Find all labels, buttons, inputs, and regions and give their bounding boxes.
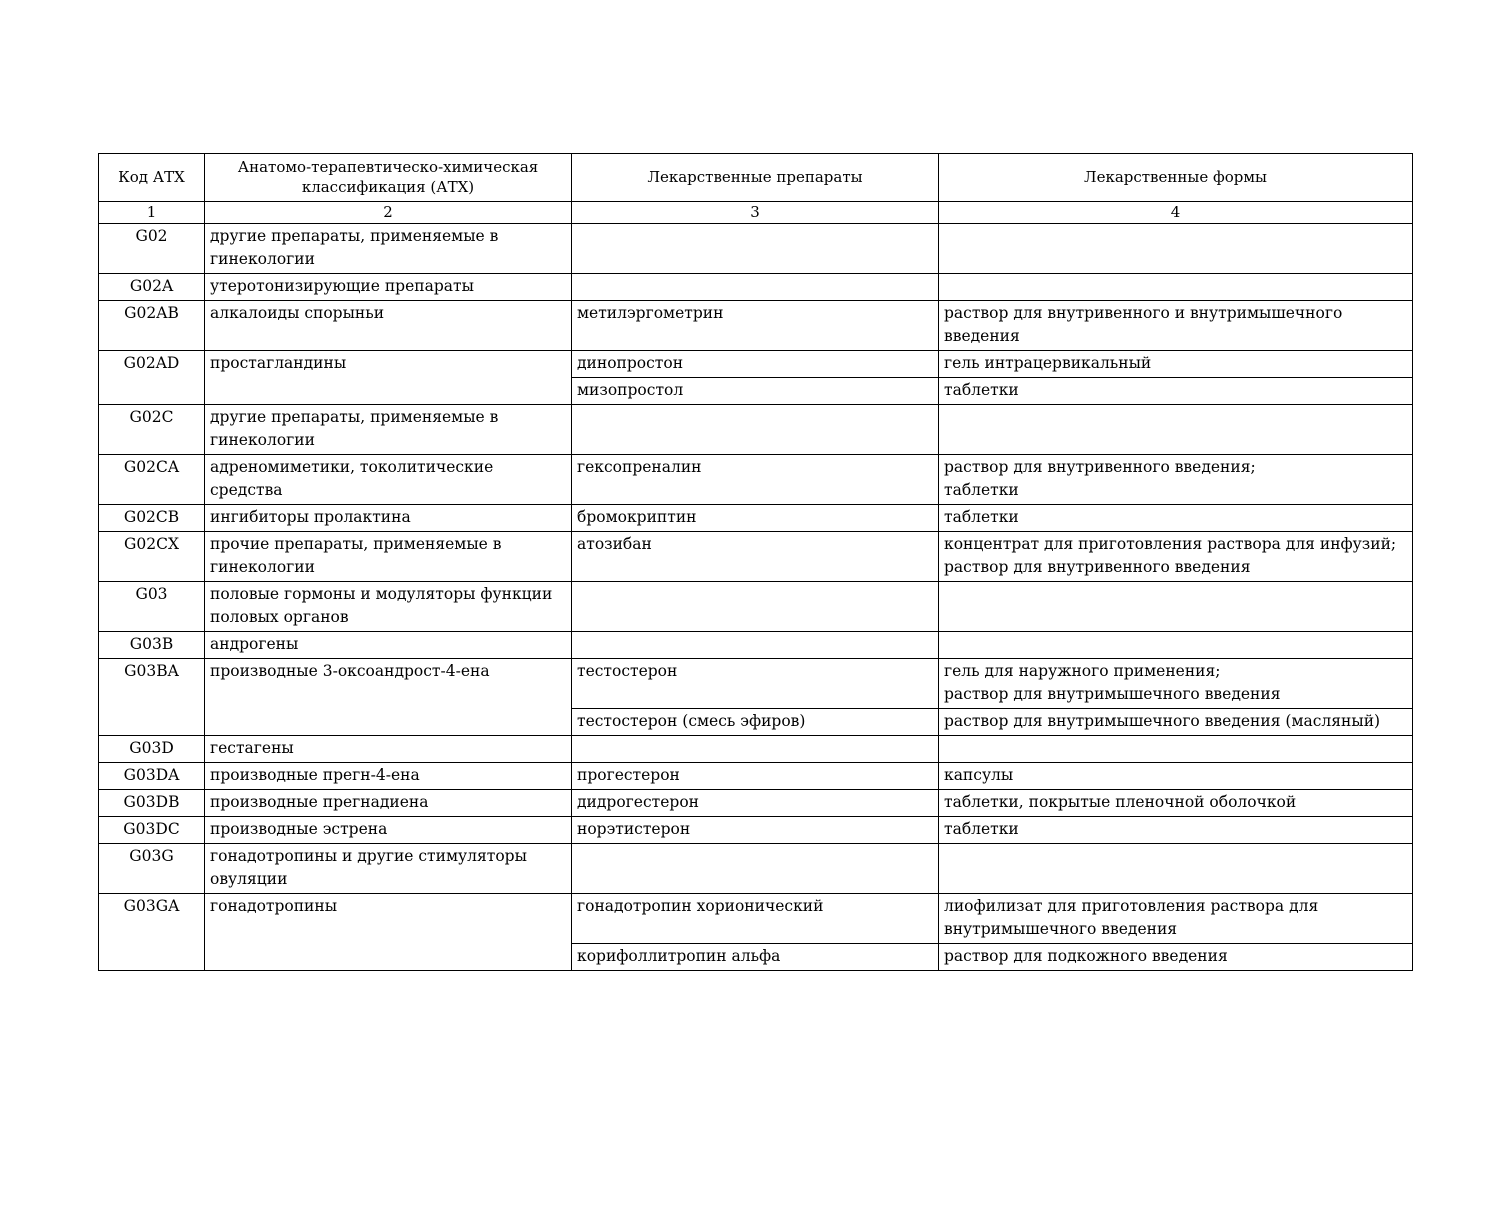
dosage-forms-cell <box>939 505 1413 532</box>
table-row <box>99 274 1413 301</box>
drug-cell: дидрогестерон <box>572 790 939 817</box>
atx-classification-cell: производные эстрена <box>205 817 572 844</box>
table-row <box>99 455 1413 505</box>
drug-cell <box>572 632 939 659</box>
dosage-form: таблетки <box>944 381 1019 399</box>
atx-classification-cell: гонадотропины и другие стимуляторы овуляции <box>205 844 572 894</box>
atx-classification-cell: половые гормоны и модуляторы функции половых органов <box>205 582 572 632</box>
table-row <box>99 505 1413 532</box>
atx-classification-cell: гонадотропины <box>205 894 572 971</box>
drug-cell: тестостерон <box>572 659 939 709</box>
drug-cell <box>572 274 939 301</box>
table-row <box>99 351 1413 378</box>
drug-cell: корифоллитропин альфа <box>572 944 939 971</box>
dosage-form: капсулы <box>944 766 1014 784</box>
atx-code-cell: G02C <box>99 405 205 455</box>
header-row <box>99 154 1413 202</box>
dosage-form: таблетки, покрытые пленочной оболочкой <box>944 793 1297 811</box>
dosage-forms-cell <box>939 301 1413 351</box>
dosage-forms-cell <box>939 632 1413 659</box>
atx-code-cell: G02CB <box>99 505 205 532</box>
table-row <box>99 405 1413 455</box>
atx-code-cell: G02 <box>99 224 205 274</box>
dosage-form: гель для наружного применения; <box>944 662 1221 680</box>
drug-cell <box>572 224 939 274</box>
column-number: 3 <box>572 202 939 224</box>
atx-code-cell: G02CX <box>99 532 205 582</box>
table-row <box>99 301 1413 351</box>
atx-table-body <box>99 154 1413 971</box>
dosage-forms-cell <box>939 582 1413 632</box>
dosage-form: раствор для подкожного введения <box>944 947 1228 965</box>
dosage-forms-cell <box>939 763 1413 790</box>
atx-classification-cell: производные 3-оксоандрост-4-ена <box>205 659 572 736</box>
atx-table <box>98 153 1413 971</box>
atx-classification-cell: ингибиторы пролактина <box>205 505 572 532</box>
table-row <box>99 763 1413 790</box>
atx-code-cell: G02A <box>99 274 205 301</box>
atx-code-cell: G02AD <box>99 351 205 405</box>
atx-code-cell: G03D <box>99 736 205 763</box>
atx-classification-cell: адреномиметики, токолитические средства <box>205 455 572 505</box>
drug-cell <box>572 582 939 632</box>
atx-code-cell: G03 <box>99 582 205 632</box>
dosage-forms-cell <box>939 844 1413 894</box>
drug-cell <box>572 405 939 455</box>
atx-classification-cell: производные прегнадиена <box>205 790 572 817</box>
dosage-forms-cell <box>939 351 1413 378</box>
header-code: Код АТХ <box>99 154 205 202</box>
atx-classification-cell: утеротонизирующие препараты <box>205 274 572 301</box>
atx-code-cell: G03G <box>99 844 205 894</box>
header-classification: Анатомо-терапевтическо-химическая классификация (АТХ) <box>205 154 572 202</box>
atx-classification-cell: гестагены <box>205 736 572 763</box>
column-number-row <box>99 202 1413 224</box>
drug-cell: метилэргометрин <box>572 301 939 351</box>
atx-code-cell: G03DB <box>99 790 205 817</box>
drug-cell: тестостерон (смесь эфиров) <box>572 709 939 736</box>
drug-cell: атозибан <box>572 532 939 582</box>
dosage-forms-cell <box>939 894 1413 944</box>
table-row <box>99 736 1413 763</box>
dosage-forms-cell <box>939 405 1413 455</box>
dosage-form: гель интрацервикальный <box>944 354 1152 372</box>
column-number: 2 <box>205 202 572 224</box>
atx-classification-cell: другие препараты, применяемые в гинекологии <box>205 405 572 455</box>
header-drugs: Лекарственные препараты <box>572 154 939 202</box>
dosage-forms-cell <box>939 274 1413 301</box>
dosage-forms-cell <box>939 455 1413 505</box>
dosage-form: таблетки <box>944 820 1019 838</box>
drug-cell: норэтистерон <box>572 817 939 844</box>
dosage-forms-cell <box>939 378 1413 405</box>
column-number: 1 <box>99 202 205 224</box>
atx-code-cell: G03GA <box>99 894 205 971</box>
dosage-forms-cell <box>939 224 1413 274</box>
atx-code-cell: G03DA <box>99 763 205 790</box>
atx-classification-cell: прочие препараты, применяемые в гинекологии <box>205 532 572 582</box>
atx-code-cell: G02AB <box>99 301 205 351</box>
table-row <box>99 224 1413 274</box>
table-row <box>99 532 1413 582</box>
drug-cell: прогестерон <box>572 763 939 790</box>
column-number: 4 <box>939 202 1413 224</box>
drug-cell: гексопреналин <box>572 455 939 505</box>
atx-code-cell: G03BA <box>99 659 205 736</box>
dosage-forms-cell <box>939 736 1413 763</box>
dosage-forms-cell <box>939 532 1413 582</box>
dosage-form: концентрат для приготовления раствора для инфузий; <box>944 535 1397 553</box>
atx-classification-cell: простагландины <box>205 351 572 405</box>
dosage-forms-cell <box>939 817 1413 844</box>
atx-classification-cell: андрогены <box>205 632 572 659</box>
dosage-form: раствор для внутривенного введения <box>944 558 1251 576</box>
atx-code-cell: G03DC <box>99 817 205 844</box>
atx-classification-cell: производные прегн-4-ена <box>205 763 572 790</box>
atx-code-cell: G02CA <box>99 455 205 505</box>
drug-cell: мизопростол <box>572 378 939 405</box>
table-row <box>99 659 1413 709</box>
atx-code-cell: G03B <box>99 632 205 659</box>
dosage-form: раствор для внутримышечного введения (масляный) <box>944 712 1381 730</box>
dosage-form: таблетки <box>944 481 1019 499</box>
table-row <box>99 894 1413 944</box>
dosage-forms-cell <box>939 659 1413 709</box>
table-row <box>99 790 1413 817</box>
drug-cell: бромокриптин <box>572 505 939 532</box>
dosage-forms-cell <box>939 709 1413 736</box>
dosage-form: раствор для внутривенного введения; <box>944 458 1256 476</box>
drug-cell <box>572 844 939 894</box>
drug-cell <box>572 736 939 763</box>
atx-classification-cell: алкалоиды спорыньи <box>205 301 572 351</box>
dosage-forms-cell <box>939 790 1413 817</box>
atx-classification-cell: другие препараты, применяемые в гинекологии <box>205 224 572 274</box>
table-row <box>99 582 1413 632</box>
drug-cell: динопростон <box>572 351 939 378</box>
dosage-forms-cell <box>939 944 1413 971</box>
table-row <box>99 844 1413 894</box>
header-forms: Лекарственные формы <box>939 154 1413 202</box>
dosage-form: таблетки <box>944 508 1019 526</box>
dosage-form: раствор для внутримышечного введения <box>944 685 1281 703</box>
dosage-form: раствор для внутривенного и внутримышечного введения <box>944 304 1343 345</box>
drug-cell: гонадотропин хорионический <box>572 894 939 944</box>
dosage-form: лиофилизат для приготовления раствора для внутримышечного введения <box>944 897 1319 938</box>
table-row <box>99 632 1413 659</box>
table-row <box>99 817 1413 844</box>
